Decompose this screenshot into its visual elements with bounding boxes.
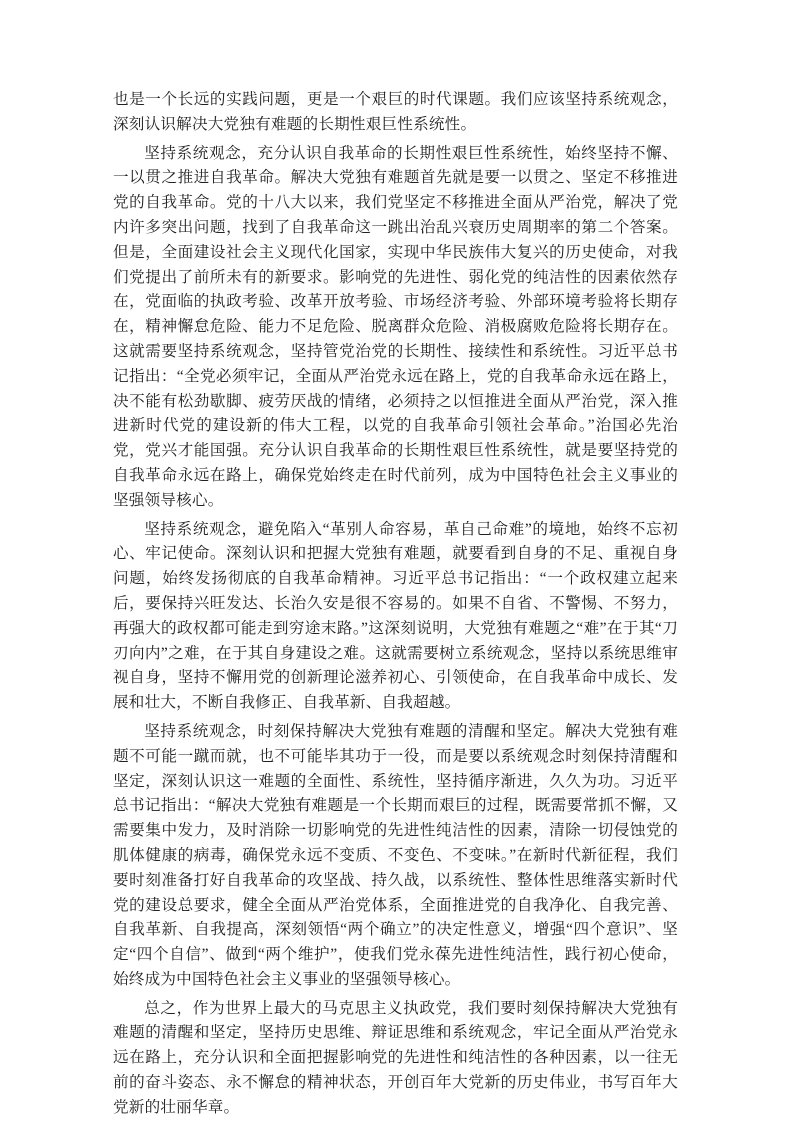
- paragraph-conclusion: 总之，作为世界上最大的马克思主义执政党，我们要时刻保持解决大党独有难题的清醒和坚定，坚持历史思维、辩证思维和系统观念，牢记全面从严治党永远在路上，充分认识和全面把握影响党的先进性和纯洁性的各种因素，以一往无前的奋斗姿态、永不懈怠的精神状态，开创百年大党新的历史伟业，书写百年大党新的壮丽华章。: [113, 999, 678, 1116]
- paragraph-stay-clearheaded: 坚持系统观念，时刻保持解决大党独有难题的清醒和坚定。解决大党独有难题不可能一蹴而就，也不可能毕其功于一役，而是要以系统观念时刻保持清醒和坚定，深刻认识这一难题的全面性、系统性，坚持循序渐进，久久为功。习近平总书记指出：“解决大党独有难题是一个长期而艰巨的过程，既需要常抓不懈，又需要集中发力，及时消除一切影响党的先进性纯洁性的因素，清除一切侵蚀党的肌体健康的病毒，确保党永远不变质、不变色、不变味。”在新时代新征程，我们要时刻准备打好自我革命的攻坚战、持久战，以系统性、整体性思维落实新时代党的建设总要求，健全全面从严治党体系，全面推进党的自我净化、自我完善、自我革新、自我提高，深刻领悟“两个确立”的决定性意义，增强“四个意识”、坚定“四个自信”、做到“两个维护”，使我们党永葆先进性纯洁性，践行初心使命，始终成为中国特色社会主义事业的坚强领导核心。: [113, 722, 678, 988]
- paragraph-continuation: 也是一个长远的实践问题，更是一个艰巨的时代课题。我们应该坚持系统观念，深刻认识解决大党独有难题的长期性艰巨性系统性。: [113, 91, 678, 133]
- paragraph-long-term-self-revolution: 坚持系统观念，充分认识自我革命的长期性艰巨性系统性，始终坚持不懈、一以贯之推进自我革命。解决大党独有难题首先就是要一以贯之、坚定不移推进党的自我革命。党的十八大以来，我们党坚定不移推进全面从严治党，解决了党内许多突出问题，找到了自我革命这一跳出治乱兴衰历史周期率的第二个答案。但是，全面建设社会主义现代化国家，实现中华民族伟大复兴的历史使命，对我们党提出了前所未有的新要求。影响党的先进性、弱化党的纯洁性的因素依然存在，党面临的执政考验、改革开放考验、市场经济考验、外部环境考验将长期存在，精神懈怠危险、能力不足危险、脱离群众危险、消极腐败危险将长期存在。这就需要坚持系统观念，坚持管党治党的长期性、接续性和系统性。习近平总书记指出：“全党必须牢记，全面从严治党永远在路上，党的自我革命永远在路上，决不能有松劲歇脚、疲劳厌战的情绪，必须持之以恒推进全面从严治党，深入推进新时代党的建设新的伟大工程，以党的自我革命引领社会革命。”治国必先治党，党兴才能国强。充分认识自我革命的长期性艰巨性系统性，就是要坚持党的自我革命永远在路上，确保党始终走在时代前列，成为中国特色社会主义事业的坚强领导核心。: [113, 144, 678, 509]
- paragraph-avoid-trap: 坚持系统观念，避免陷入“革别人命容易，革自己命难”的境地，始终不忘初心、牢记使命。深刻认识和把握大党独有难题，就要看到自身的不足、重视自身问题，始终发扬彻底的自我革命精神。习近平总书记指出：“一个政权建立起来后，要保持兴旺发达、长治久安是很不容易的。如果不自省、不警惕、不努力，再强大的政权都可能走到穷途末路。”这深刻说明，大党独有难题之“难”在于其“刀刃向内”之难，在于其自身建设之难。这就需要树立系统观念，坚持以系统思维审视自身，坚持不懈用党的创新理论滋养初心、引领使命，在自我革命中成长、发展和壮大，不断自我修正、自我革新、自我超越。: [113, 520, 678, 712]
- document-text-block: [113, 88, 678, 1125]
